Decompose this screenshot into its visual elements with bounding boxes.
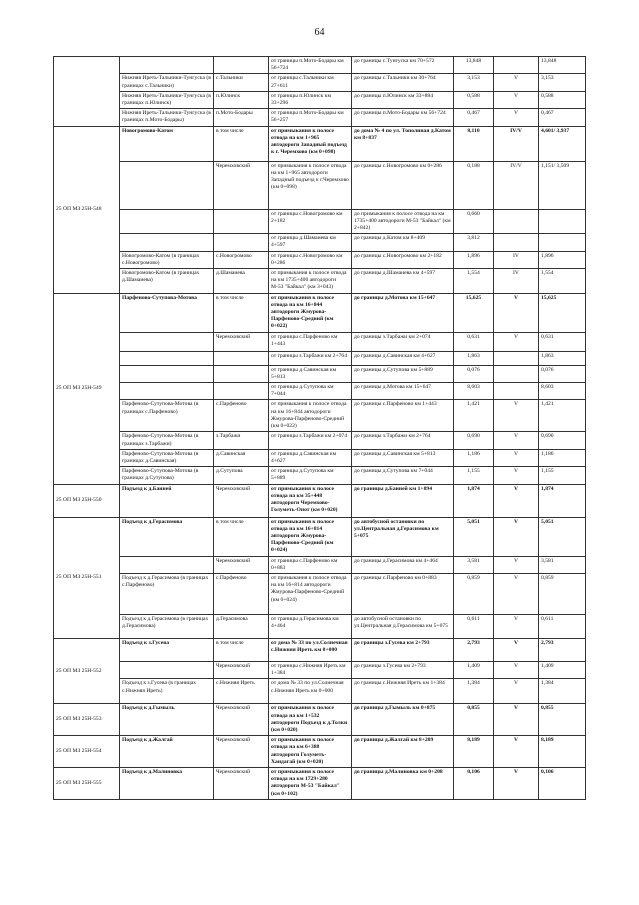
segment-end-cell: до границы з.Гусева км 2+793 bbox=[352, 661, 454, 678]
length-total-cell: 13,848 bbox=[539, 57, 586, 74]
segment-start-cell: от примыкания к полосе отвода на км 1+532 автодороги Подъезд к д.Толки (км 0+020) bbox=[269, 704, 352, 736]
table-row bbox=[54, 74, 586, 91]
length-km-cell: 0,076 bbox=[454, 365, 494, 382]
table-row bbox=[54, 234, 586, 251]
segment-start-cell: от примыкания к полосе отвода на км 1729+280 автодороги М-53 "Байкал" (км 0+102) bbox=[269, 767, 352, 799]
length-total-cell: 1,151/ 3,509 bbox=[539, 161, 586, 209]
road-category-cell bbox=[494, 351, 539, 365]
road-category-cell: V bbox=[494, 736, 539, 768]
length-total-cell bbox=[539, 209, 586, 234]
road-code-cell: 25 ОП МЗ 25Н-553 bbox=[54, 704, 120, 736]
road-category-cell: IV bbox=[494, 251, 539, 268]
road-category-cell: V bbox=[494, 517, 539, 556]
table-row bbox=[54, 332, 586, 351]
table-row bbox=[54, 57, 586, 74]
road-category-cell: V bbox=[494, 109, 539, 126]
road-name-cell: Новогромово-Катом bbox=[120, 126, 214, 161]
length-km-cell: 0,631 bbox=[454, 332, 494, 351]
road-name-cell: Нижняя Иреть-Тальники-Тунгуска (в границах п.Юлинск) bbox=[120, 91, 214, 108]
length-km-cell: 1,421 bbox=[454, 400, 494, 432]
table-row bbox=[54, 400, 586, 432]
district-cell: Черемховский bbox=[214, 556, 269, 573]
segment-start-cell: от границы с.Парфеново км 1+443 bbox=[269, 332, 352, 351]
length-total-cell: 1,874 bbox=[539, 484, 586, 517]
length-km-cell: 0,188 bbox=[454, 161, 494, 209]
road-name-cell: Подъезд к д.Герасимова (в границах с.Парфеново) bbox=[120, 573, 214, 614]
road-name-cell bbox=[120, 161, 214, 209]
district-cell: с.Новогромово bbox=[214, 251, 269, 268]
district-cell: с.Парфеново bbox=[214, 400, 269, 432]
road-name-cell bbox=[120, 332, 214, 351]
table-row bbox=[54, 573, 586, 614]
road-category-cell: V bbox=[494, 638, 539, 661]
table-row bbox=[54, 517, 586, 556]
segment-end-cell: до границы д.Сутупова км 5+889 bbox=[352, 365, 454, 382]
table-row bbox=[54, 614, 586, 638]
road-category-cell: V bbox=[494, 432, 539, 449]
segment-end-cell: до границы з.Гусева км 2+793 bbox=[352, 638, 454, 661]
road-name-cell: Подъезд к д.Гымыль bbox=[120, 704, 214, 736]
length-total-cell: 5,051 bbox=[539, 517, 586, 556]
segment-end-cell: до границы д.Шамаиева км 4+597 bbox=[352, 269, 454, 294]
length-km-cell: 1,863 bbox=[454, 351, 494, 365]
road-name-cell: Нижняя Иреть-Тальники-Тунгуска (в границах п.Мото-Бодары) bbox=[120, 109, 214, 126]
road-name-cell: Новогромово-Катом (в границах д.Шамаиева) bbox=[120, 269, 214, 294]
segment-start-cell: от примыкания к полосе отвода на км 16+844 автодороги Жмурова-Парфеново-Средний (км 0+022) bbox=[269, 400, 352, 432]
road-category-cell bbox=[494, 383, 539, 400]
segment-end-cell: до границы д.Катом км 8+409 bbox=[352, 234, 454, 251]
table-row bbox=[54, 269, 586, 294]
road-name-cell: Подъезд к д.Герасимова (в границах д.Герасимова) bbox=[120, 614, 214, 638]
segment-end-cell: до границы д.Малиновка км 0+208 bbox=[352, 767, 454, 799]
segment-start-cell: от границы с.Парфеново км 0+883 bbox=[269, 556, 352, 573]
district-cell: с.Нижняя Иреть bbox=[214, 679, 269, 704]
length-total-cell: 1,409 bbox=[539, 661, 586, 678]
district-cell: Черемховский bbox=[214, 736, 269, 768]
road-name-cell bbox=[120, 365, 214, 382]
road-code-cell: 25 ОП МЗ 25Н-552 bbox=[54, 638, 120, 703]
segment-start-cell: от границы з.Тарбажи км 2+074 bbox=[269, 432, 352, 449]
length-km-cell: 8,189 bbox=[454, 736, 494, 768]
segment-start-cell: от примыкания к полосе отвода на км 1+965 автодороги Западный подъезд к г.Черемхово (км 0+098) bbox=[269, 161, 352, 209]
table-row bbox=[54, 91, 586, 108]
length-total-cell: 3,581 bbox=[539, 556, 586, 573]
road-code-cell: 25 ОП МЗ 25Н-551 bbox=[54, 517, 120, 638]
road-name-cell bbox=[120, 661, 214, 678]
road-name-cell: Подъезд к з.Гусева (в границах с.Нижняя Иреть) bbox=[120, 679, 214, 704]
length-total-cell: 0,467 bbox=[539, 109, 586, 126]
table-row bbox=[54, 679, 586, 704]
length-total-cell: 1,155 bbox=[539, 467, 586, 484]
district-cell: Черемховский bbox=[214, 332, 269, 351]
district-cell: з.Тарбажи bbox=[214, 432, 269, 449]
segment-start-cell: от границы п.Мото-Бодары км 56+257 bbox=[269, 109, 352, 126]
table-row bbox=[54, 704, 586, 736]
road-code-cell: 25 ОП МЗ 25Н-550 bbox=[54, 484, 120, 517]
road-code-cell bbox=[54, 57, 120, 127]
table-row bbox=[54, 209, 586, 234]
road-category-cell: V bbox=[494, 91, 539, 108]
segment-end-cell: до дома № 4 по ул. Тополиная д.Катом км 8+837 bbox=[352, 126, 454, 161]
length-total-cell: 1,896 bbox=[539, 251, 586, 268]
length-km-cell: 15,625 bbox=[454, 293, 494, 332]
segment-end-cell: до границы с.Парфеново км 1+443 bbox=[352, 400, 454, 432]
segment-start-cell: от примыкания к полосе отвода на км 6+388 автодороги Голуметь-Хандагай (км 0+020) bbox=[269, 736, 352, 768]
road-name-cell bbox=[120, 57, 214, 74]
length-km-cell: 0,660 bbox=[454, 209, 494, 234]
road-category-cell: V bbox=[494, 679, 539, 704]
table-row bbox=[54, 638, 586, 661]
table-row bbox=[54, 383, 586, 400]
length-km-cell: 0,859 bbox=[454, 573, 494, 614]
segment-end-cell: до границы п.Юлинск км 33+884 bbox=[352, 91, 454, 108]
district-cell: в том числе bbox=[214, 638, 269, 661]
road-name-cell: Парфеново-Сутупова-Мотова (в границах с.Парфеново) bbox=[120, 400, 214, 432]
district-cell bbox=[214, 383, 269, 400]
road-register-table bbox=[53, 56, 586, 800]
page-number: 64 bbox=[314, 27, 325, 38]
length-total-cell: 1,554 bbox=[539, 269, 586, 294]
length-km-cell: 8,603 bbox=[454, 383, 494, 400]
segment-end-cell: до границы д.Савинская км 4+627 bbox=[352, 351, 454, 365]
segment-start-cell: от границы с.Тальники км 27+611 bbox=[269, 74, 352, 91]
segment-start-cell: от границы д.Шамаиева км 4+597 bbox=[269, 234, 352, 251]
district-cell: п.Мото-Бодары bbox=[214, 109, 269, 126]
table-row bbox=[54, 484, 586, 517]
segment-start-cell: от границы д.Сутупова км 5+889 bbox=[269, 467, 352, 484]
district-cell: Черемховский bbox=[214, 767, 269, 799]
road-code-cell: 25 ОП МЗ 25Н-555 bbox=[54, 767, 120, 799]
segment-start-cell: от примыкания к полосе отвода на км 16+814 автодороги Жмурова-Парфеново-Средний (км 0+024) bbox=[269, 517, 352, 556]
length-total-cell: 0,690 bbox=[539, 432, 586, 449]
district-cell bbox=[214, 57, 269, 74]
segment-end-cell: до границы д.Гымыль км 0+875 bbox=[352, 704, 454, 736]
segment-end-cell: до границы п.Мото-Бодары км 56+724 bbox=[352, 109, 454, 126]
road-category-cell: IV bbox=[494, 269, 539, 294]
segment-end-cell: до границы с.Новогромово км 0+286 bbox=[352, 161, 454, 209]
road-name-cell: Подъезд к д.Герасимова bbox=[120, 517, 214, 556]
road-category-cell: V bbox=[494, 449, 539, 466]
length-total-cell: 0,611 bbox=[539, 614, 586, 638]
district-cell: Черемховский bbox=[214, 661, 269, 678]
road-name-cell: Парфеново-Сутупова-Мотова (в границах д.Сутупова) bbox=[120, 467, 214, 484]
table-row bbox=[54, 293, 586, 332]
length-km-cell: 1,155 bbox=[454, 467, 494, 484]
table-row bbox=[54, 467, 586, 484]
length-total-cell: 4,601/ 3,937 bbox=[539, 126, 586, 161]
road-name-cell: Подъезд к д.Малиновка bbox=[120, 767, 214, 799]
length-km-cell: 1,554 bbox=[454, 269, 494, 294]
table-row bbox=[54, 351, 586, 365]
road-name-cell: Новогромово-Катом (в границах с.Новогромово) bbox=[120, 251, 214, 268]
length-total-cell: 1,421 bbox=[539, 400, 586, 432]
road-name-cell: Подъезд к д.Жалгай bbox=[120, 736, 214, 768]
length-total-cell: 0,855 bbox=[539, 704, 586, 736]
segment-end-cell: до границы д.Герасимова км 4+464 bbox=[352, 556, 454, 573]
length-total-cell: 0,859 bbox=[539, 573, 586, 614]
road-category-cell: V bbox=[494, 614, 539, 638]
length-total-cell: 0,631 bbox=[539, 332, 586, 351]
segment-end-cell: до границы д.Сутупова км 7+044 bbox=[352, 467, 454, 484]
table-row bbox=[54, 161, 586, 209]
road-name-cell: Подъезд к д.Баиней bbox=[120, 484, 214, 517]
table-row bbox=[54, 449, 586, 466]
district-cell: в том числе bbox=[214, 293, 269, 332]
length-km-cell: 0,588 bbox=[454, 91, 494, 108]
road-category-cell: V bbox=[494, 332, 539, 351]
length-km-cell: 3,581 bbox=[454, 556, 494, 573]
length-total-cell: 3,153 bbox=[539, 74, 586, 91]
length-total-cell: 0,106 bbox=[539, 767, 586, 799]
table-row bbox=[54, 109, 586, 126]
road-category-cell: V bbox=[494, 293, 539, 332]
table-row bbox=[54, 365, 586, 382]
segment-start-cell: от примыкания к полосе отвода на км 1735+400 автодороги М-53 "Байкал" (км 3+043) bbox=[269, 269, 352, 294]
table-row bbox=[54, 556, 586, 573]
district-cell bbox=[214, 365, 269, 382]
segment-start-cell: от границы з.Тарбажи км 2+764 bbox=[269, 351, 352, 365]
road-category-cell bbox=[494, 209, 539, 234]
road-name-cell: Парфеново-Сутупова-Мотова (в границах з.Тарбажи) bbox=[120, 432, 214, 449]
length-km-cell: 2,793 bbox=[454, 638, 494, 661]
length-km-cell: 3,153 bbox=[454, 74, 494, 91]
road-name-cell bbox=[120, 383, 214, 400]
length-km-cell: 0,690 bbox=[454, 432, 494, 449]
length-km-cell: 13,848 bbox=[454, 57, 494, 74]
length-km-cell: 1,186 bbox=[454, 449, 494, 466]
segment-end-cell: до границы д.Мотова км 15+647 bbox=[352, 383, 454, 400]
segment-start-cell: от дома № 33 по ул.Солнечная с.Нижняя Иреть км 0+000 bbox=[269, 679, 352, 704]
road-code-cell: 25 ОП МЗ 25Н-554 bbox=[54, 736, 120, 768]
length-total-cell: 15,625 bbox=[539, 293, 586, 332]
district-cell: д.Шамаиева bbox=[214, 269, 269, 294]
segment-start-cell: от границы д.Герасимова км 4+464 bbox=[269, 614, 352, 638]
length-km-cell: 3,812 bbox=[454, 234, 494, 251]
length-total-cell: 0,588 bbox=[539, 91, 586, 108]
length-total-cell: 8,603 bbox=[539, 383, 586, 400]
road-category-cell bbox=[494, 365, 539, 382]
length-total-cell: 1,384 bbox=[539, 679, 586, 704]
length-km-cell: 0,467 bbox=[454, 109, 494, 126]
table-row bbox=[54, 736, 586, 768]
road-category-cell: V bbox=[494, 556, 539, 573]
district-cell: в том числе bbox=[214, 126, 269, 161]
road-code-cell: 25 ОП МЗ 25Н-549 bbox=[54, 293, 120, 484]
segment-start-cell: от границы п.Мото-Бодары км 56+724 bbox=[269, 57, 352, 74]
road-category-cell: IV/V bbox=[494, 161, 539, 209]
length-total-cell: 1,186 bbox=[539, 449, 586, 466]
segment-end-cell: до границы д.Мотова км 15+647 bbox=[352, 293, 454, 332]
road-category-cell: V bbox=[494, 704, 539, 736]
road-category-cell: IV/V bbox=[494, 126, 539, 161]
length-km-cell: 5,051 bbox=[454, 517, 494, 556]
road-category-cell: V bbox=[494, 467, 539, 484]
segment-end-cell: до границы д.Савинская км 5+813 bbox=[352, 449, 454, 466]
table-row bbox=[54, 767, 586, 799]
segment-start-cell: от границы п.Юлинск км 33+296 bbox=[269, 91, 352, 108]
length-km-cell: 8,110 bbox=[454, 126, 494, 161]
length-km-cell: 0,611 bbox=[454, 614, 494, 638]
segment-start-cell: от границы д.Сутупова км 7+044 bbox=[269, 383, 352, 400]
segment-end-cell: до границы с.Новогромово км 2+182 bbox=[352, 251, 454, 268]
segment-end-cell: до границы з.Тарбажи км 2+764 bbox=[352, 432, 454, 449]
district-cell bbox=[214, 234, 269, 251]
length-total-cell: 8,189 bbox=[539, 736, 586, 768]
road-name-cell: Подъезд к з.Гусева bbox=[120, 638, 214, 661]
district-cell: д.Герасимова bbox=[214, 614, 269, 638]
district-cell bbox=[214, 209, 269, 234]
road-name-cell bbox=[120, 209, 214, 234]
segment-start-cell: от границы с.Нижняя Иреть км 1+384 bbox=[269, 661, 352, 678]
road-name-cell: Нижняя Иреть-Тальники-Тунгуска (в границах с.Тальники) bbox=[120, 74, 214, 91]
district-cell: в том числе bbox=[214, 517, 269, 556]
length-km-cell: 1,874 bbox=[454, 484, 494, 517]
district-cell: с.Тальники bbox=[214, 74, 269, 91]
length-total-cell: 2,793 bbox=[539, 638, 586, 661]
segment-start-cell: от дома № 33 по ул.Солнечная с.Нижняя Иреть км 0+000 bbox=[269, 638, 352, 661]
road-category-cell bbox=[494, 57, 539, 74]
road-category-cell: V bbox=[494, 767, 539, 799]
segment-end-cell: до границы с.Тунгуска км 70+572 bbox=[352, 57, 454, 74]
district-cell: Черемховский bbox=[214, 161, 269, 209]
length-total-cell: 1,863 bbox=[539, 351, 586, 365]
district-cell bbox=[214, 351, 269, 365]
district-cell: д.Савинская bbox=[214, 449, 269, 466]
road-category-cell bbox=[494, 234, 539, 251]
segment-start-cell: от границы с.Новогромово км 2+182 bbox=[269, 209, 352, 234]
length-km-cell: 0,106 bbox=[454, 767, 494, 799]
segment-start-cell: от границы д.Савинская км 5+813 bbox=[269, 365, 352, 382]
district-cell: д.Сутупова bbox=[214, 467, 269, 484]
segment-start-cell: от границы д.Савинская км 4+627 bbox=[269, 449, 352, 466]
table-row bbox=[54, 432, 586, 449]
segment-start-cell: от примыкания к полосе отвода на км 1+965 автодороги Западный подъезд к г. Черемхово (км 0+098) bbox=[269, 126, 352, 161]
district-cell: с.Парфеново bbox=[214, 573, 269, 614]
length-total-cell bbox=[539, 234, 586, 251]
road-name-cell bbox=[120, 556, 214, 573]
segment-end-cell: до автобусной остановки по ул.Центральная д.Герасимова км 5+075 bbox=[352, 614, 454, 638]
segment-start-cell: от примыкания к полосе отвода на км 16+814 автодороги Жмурова-Парфеново-Средний (км 0+024) bbox=[269, 573, 352, 614]
road-name-cell: Парфеново-Сутупова-Мотова (в границах д.Савинская) bbox=[120, 449, 214, 466]
road-name-cell bbox=[120, 351, 214, 365]
segment-end-cell: до границы с.Нижняя Иреть км 1+384 bbox=[352, 679, 454, 704]
road-name-cell bbox=[120, 234, 214, 251]
road-category-cell: V bbox=[494, 74, 539, 91]
segment-end-cell: до примыкания к полосе отвода на км 1735+400 автодороги М-53 "Байкал" (км 2+842) bbox=[352, 209, 454, 234]
district-cell: Черемховский bbox=[214, 484, 269, 517]
district-cell: п.Юлинск bbox=[214, 91, 269, 108]
length-total-cell: 0,076 bbox=[539, 365, 586, 382]
length-km-cell: 1,896 bbox=[454, 251, 494, 268]
segment-start-cell: от границы с.Новогромово км 0+286 bbox=[269, 251, 352, 268]
road-category-cell: V bbox=[494, 661, 539, 678]
segment-end-cell: до автобусной остановки по ул.Центральная д.Герасимова км 5+075 bbox=[352, 517, 454, 556]
road-category-cell: V bbox=[494, 400, 539, 432]
district-cell: Черемховский bbox=[214, 704, 269, 736]
segment-end-cell: до границы с.Тальники км 30+764 bbox=[352, 74, 454, 91]
segment-start-cell: от примыкания к полосе отвода на км 16+844 автодороги Жмурова-Парфеново-Средний (км 0+022) bbox=[269, 293, 352, 332]
segment-start-cell: от примыкания к полосе отвода на км 35+448 автодороги Черемхово-Голуметь-Онот (км 0+020) bbox=[269, 484, 352, 517]
length-km-cell: 1,384 bbox=[454, 679, 494, 704]
segment-end-cell: до границы д.Жалгай км 8+209 bbox=[352, 736, 454, 768]
table-row bbox=[54, 251, 586, 268]
road-category-cell: V bbox=[494, 573, 539, 614]
road-category-cell: V bbox=[494, 484, 539, 517]
segment-end-cell: до границы с.Парфеново км 0+883 bbox=[352, 573, 454, 614]
length-km-cell: 0,855 bbox=[454, 704, 494, 736]
table-row bbox=[54, 126, 586, 161]
road-name-cell: Парфеново-Сутупова-Мотова bbox=[120, 293, 214, 332]
length-km-cell: 1,409 bbox=[454, 661, 494, 678]
segment-end-cell: до границы д.Баиней км 1+894 bbox=[352, 484, 454, 517]
segment-end-cell: до границы з.Тарбажи км 2+074 bbox=[352, 332, 454, 351]
road-code-cell: 25 ОП МЗ 25Н-548 bbox=[54, 126, 120, 293]
table-row bbox=[54, 661, 586, 678]
